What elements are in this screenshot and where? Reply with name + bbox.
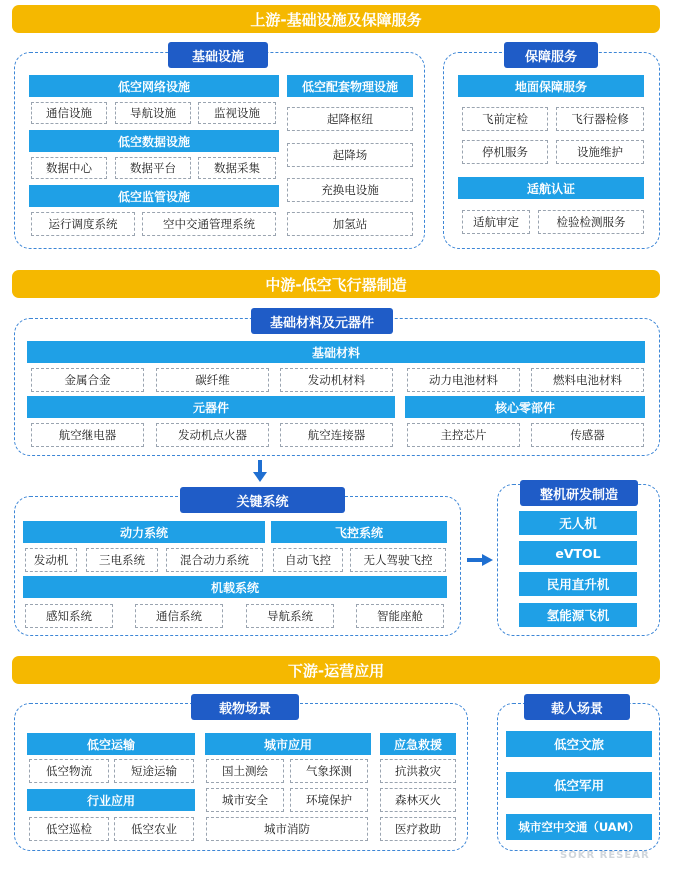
cell-data-platform: 数据平台 bbox=[115, 157, 191, 179]
panel-label-whole-aircraft: 整机研发制造 bbox=[520, 480, 638, 506]
cell-low-altitude-agriculture: 低空农业 bbox=[114, 817, 194, 841]
header-flight-control: 飞控系统 bbox=[271, 521, 447, 543]
header-industry-application: 行业应用 bbox=[27, 789, 195, 811]
item-drone: 无人机 bbox=[519, 511, 637, 535]
cell-airworthiness-review: 适航审定 bbox=[462, 210, 530, 234]
cell-charging-facilities: 充换电设施 bbox=[287, 178, 413, 202]
cell-preflight-check: 飞前定检 bbox=[462, 107, 548, 131]
panel-label-service: 保障服务 bbox=[504, 42, 598, 68]
watermark: SOKR RESEAR bbox=[560, 850, 650, 861]
cell-takeoff-hub: 起降枢纽 bbox=[287, 107, 413, 131]
cell-auto-flight-control: 自动飞控 bbox=[273, 548, 343, 572]
cell-low-altitude-inspection: 低空巡检 bbox=[29, 817, 109, 841]
item-hydrogen-aircraft: 氢能源飞机 bbox=[519, 603, 637, 627]
header-low-altitude-transport: 低空运输 bbox=[27, 733, 195, 755]
arrow-down-icon bbox=[253, 460, 267, 484]
section-title-midstream: 中游-低空飞行器制造 bbox=[265, 275, 407, 294]
header-onboard-system: 机载系统 bbox=[23, 576, 447, 598]
cell-weather-detection: 气象探测 bbox=[290, 759, 368, 783]
cell-short-haul-transport: 短途运输 bbox=[114, 759, 194, 783]
cell-communication-system: 通信系统 bbox=[135, 604, 223, 628]
cell-aircraft-maintenance: 飞行器检修 bbox=[556, 107, 644, 131]
cell-facility-maintenance: 设施维护 bbox=[556, 140, 644, 164]
header-data-facilities: 低空数据设施 bbox=[29, 130, 279, 152]
header-base-materials: 基础材料 bbox=[27, 341, 645, 363]
cell-data-center: 数据中心 bbox=[31, 157, 107, 179]
cell-engine-igniter: 发动机点火器 bbox=[156, 423, 269, 447]
cell-takeoff-field: 起降场 bbox=[287, 143, 413, 167]
cell-communication-facilities: 通信设施 bbox=[31, 102, 107, 124]
cell-fuel-cell-materials: 燃料电池材料 bbox=[531, 368, 644, 392]
header-ground-service: 地面保障服务 bbox=[458, 75, 644, 97]
header-components: 元器件 bbox=[27, 396, 395, 418]
cell-power-battery-materials: 动力电池材料 bbox=[407, 368, 520, 392]
cell-sensor: 传感器 bbox=[531, 423, 644, 447]
cell-aviation-relay: 航空继电器 bbox=[31, 423, 144, 447]
cell-metal-alloy: 金属合金 bbox=[31, 368, 144, 392]
cell-city-safety: 城市安全 bbox=[206, 788, 284, 812]
cell-main-chip: 主控芯片 bbox=[407, 423, 520, 447]
header-core-parts: 核心零部件 bbox=[405, 396, 645, 418]
cell-navigation-system: 导航系统 bbox=[246, 604, 334, 628]
header-emergency-rescue: 应急救援 bbox=[380, 733, 456, 755]
section-bar-downstream bbox=[12, 656, 660, 684]
cell-perception-system: 感知系统 bbox=[25, 604, 113, 628]
cell-three-electric-system: 三电系统 bbox=[86, 548, 158, 572]
panel-label-infrastructure: 基础设施 bbox=[168, 42, 268, 68]
cell-hydrogen-station: 加氢站 bbox=[287, 212, 413, 236]
section-bar-midstream bbox=[12, 270, 660, 298]
cell-forest-fire: 森林灭火 bbox=[380, 788, 456, 812]
cell-medical-rescue: 医疗救助 bbox=[380, 817, 456, 841]
cell-operation-dispatch: 运行调度系统 bbox=[31, 212, 135, 236]
cell-land-survey: 国土测绘 bbox=[206, 759, 284, 783]
section-title-upstream: 上游-基础设施及保障服务 bbox=[250, 10, 422, 29]
cell-data-collection: 数据采集 bbox=[198, 157, 276, 179]
cell-flood-relief: 抗洪救灾 bbox=[380, 759, 456, 783]
panel-label-passenger: 载人场景 bbox=[524, 694, 630, 720]
item-evtol: eVTOL bbox=[519, 541, 637, 565]
cell-air-traffic-management: 空中交通管理系统 bbox=[142, 212, 276, 236]
section-title-downstream: 下游-运营应用 bbox=[287, 661, 385, 680]
header-city-application: 城市应用 bbox=[205, 733, 371, 755]
cell-smart-cockpit: 智能座舱 bbox=[356, 604, 444, 628]
panel-label-key-systems: 关键系统 bbox=[180, 487, 345, 513]
cell-environmental-protection: 环境保护 bbox=[290, 788, 368, 812]
cell-city-firefighting: 城市消防 bbox=[206, 817, 368, 841]
header-supervision-facilities: 低空监管设施 bbox=[29, 185, 279, 207]
cell-navigation-facilities: 导航设施 bbox=[115, 102, 191, 124]
item-low-altitude-tourism: 低空文旅 bbox=[506, 731, 652, 757]
header-power-system: 动力系统 bbox=[23, 521, 265, 543]
panel-label-cargo: 载物场景 bbox=[191, 694, 299, 720]
item-civil-helicopter: 民用直升机 bbox=[519, 572, 637, 596]
cell-parking-service: 停机服务 bbox=[462, 140, 548, 164]
cell-low-altitude-logistics: 低空物流 bbox=[29, 759, 109, 783]
header-network-facilities: 低空网络设施 bbox=[29, 75, 279, 97]
item-urban-air-mobility: 城市空中交通（UAM） bbox=[506, 814, 652, 840]
cell-engine-materials: 发动机材料 bbox=[280, 368, 393, 392]
cell-hybrid-power-system: 混合动力系统 bbox=[166, 548, 263, 572]
cell-carbon-fiber: 碳纤维 bbox=[156, 368, 269, 392]
item-low-altitude-military: 低空军用 bbox=[506, 772, 652, 798]
panel-label-materials: 基础材料及元器件 bbox=[251, 308, 393, 334]
cell-surveillance-facilities: 监视设施 bbox=[198, 102, 276, 124]
cell-engine: 发动机 bbox=[25, 548, 77, 572]
header-physical-facilities: 低空配套物理设施 bbox=[287, 75, 413, 97]
cell-aviation-connector: 航空连接器 bbox=[280, 423, 393, 447]
cell-unmanned-flight-control: 无人驾驶飞控 bbox=[350, 548, 446, 572]
header-airworthiness: 适航认证 bbox=[458, 177, 644, 199]
arrow-right-icon bbox=[467, 554, 493, 566]
cell-inspection-testing: 检验检测服务 bbox=[538, 210, 644, 234]
section-bar-upstream bbox=[12, 5, 660, 33]
